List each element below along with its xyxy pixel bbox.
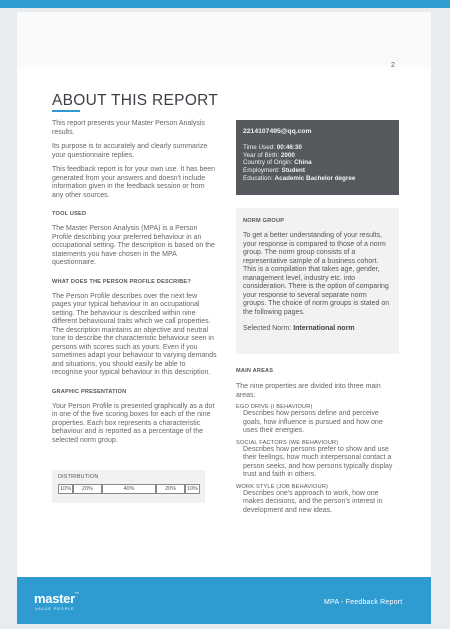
distribution-cell: 20% [73,484,101,494]
main-areas-heading: MAIN AREAS [236,368,274,374]
education-value: Academic Bachelor degree [274,174,356,182]
report-page [17,12,431,624]
norm-group-heading: NORM GROUP [243,218,285,224]
education-row: Education: Academic Bachelor degree [243,174,356,182]
intro-paragraph-3: This feedback report is for your own use. It has been generated from your answers and doesn't include information given in the feedback session or from any other sources. [52,166,216,199]
ego-drive-text: Describes how persons define and perceive goals, how influence is pursued and how one uses their energies. [243,410,383,434]
time-used-row: Time Used: 00:46:30 [243,144,302,151]
norm-group-box [236,208,399,354]
tool-used-text: The Master Person Analysis (MPA) is a Person Profile describing your preferred behaviour in an occupational setting. The description is based on the statements you have chosen in the MPA questionnaire. [52,225,215,266]
employment-value: Student [281,167,305,175]
candidate-info-box [236,120,399,195]
graphic-presentation-text: Your Person Profile is presented graphically as a dot in one of the five scoring boxes for each of the nine properties. Each box represents a characteristic behaviour and is reported as a percentage of the selected norm group. [52,402,215,444]
time-used-value: 00:46:30 [276,144,302,151]
person-profile-text: The Person Profile describes over the next few pages your typical behaviour in an occupational setting. The behaviour is described within nine different behavioural traits which we call properties. The description maintains an objective and neutral tone to describe the characteristic behaviour seen in persons with scores such as yours. Even if you sometimes adapt your behaviour to varying demands and situations, you should easily be able to recognise your typical behaviour in this description. [52,292,217,376]
distribution-label: DISTRIBUTION [58,474,99,480]
report-name: MPA - Feedback Report [324,599,403,606]
social-factors-heading: SOCIAL FACTORS (WE BEHAVIOUR) [236,439,339,446]
selected-norm: Selected Norm: International norm [243,325,355,332]
top-accent-bar [0,0,450,8]
distribution-cell: 10% [58,484,73,494]
work-style-heading: WORK STYLE (JOB BEHAVIOUR) [236,483,329,490]
distribution-cell: 40% [102,484,157,494]
employment-row: Employment: Student [243,167,305,175]
work-style-text: Describes one's approach to work, how one makes decisions, and the person's interest in development and new ideas. [243,489,383,514]
birth-year-row: Year of Birth: 2000 [243,151,295,159]
social-factors-text: Describes how persons prefer to show and use their feelings, how much interpersonal contact a person seeks, and how persons typically display trust and faith in others. [243,445,393,478]
header-band [17,12,431,67]
selected-norm-value: International norm [293,325,355,332]
master-logo: master™ [34,591,79,606]
candidate-email: 2214107495@qq.com [243,128,312,135]
person-profile-heading: WHAT DOES THE PERSON PROFILE DESCRIBE? [52,278,191,285]
left-column [52,120,217,451]
logo-tagline: VALUE PEOPLE [35,606,75,611]
page-title: ABOUT THIS REPORT [52,92,219,109]
norm-group-text: To get a better understanding of your results, your response is compared to those of a norm group. The norm group consists of a representative sample of a business cohort. This is a compilation that takes age, gender, management level, industry etc. into consideration. There is the option of comparing your response to several separate norm groups. The choice of norm groups is stated on the following pages. [243,232,390,316]
intro-paragraph-2: Its purpose is to accurately and clearly summarize your questionnaire replies. [52,143,208,159]
ego-drive-heading: EGO DRIVE (I BEHAVIOUR) [236,404,313,410]
title-underline [52,110,80,112]
tool-used-heading: TOOL USED [52,211,87,217]
page-number: 2 [391,62,395,69]
birth-year-value: 2000 [280,151,295,159]
footer-band [17,577,431,624]
distribution-row [58,484,200,494]
country-value: China [294,159,312,167]
distribution-cell: 20% [156,484,184,494]
distribution-box [52,470,205,503]
graphic-presentation-heading: GRAPHIC PRESENTATION [52,388,127,395]
country-row: Country of Origin: China [243,159,312,167]
main-areas-section [236,368,399,521]
distribution-cell: 10% [185,484,200,494]
intro-paragraph-1: This report presents your Master Person Analysis results. [52,120,205,136]
main-areas-intro: The nine properties are divided into three main areas: [236,383,381,399]
